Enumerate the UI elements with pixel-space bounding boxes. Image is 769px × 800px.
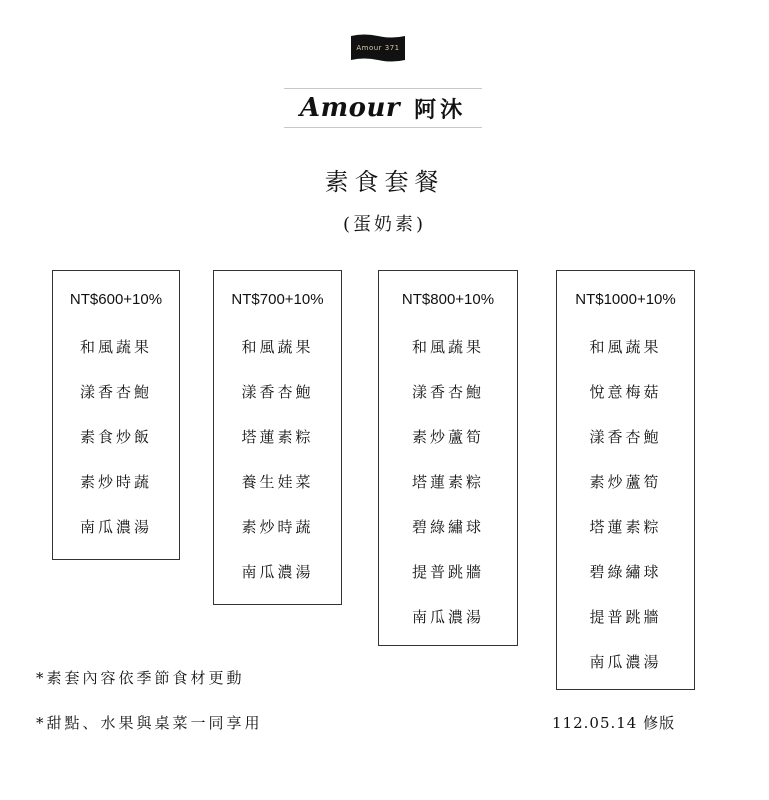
set-menu-1000 — [556, 270, 695, 690]
set-price: NT$600+10% — [69, 291, 163, 308]
brand-logo — [284, 88, 482, 128]
dish-item: 碧綠繡球 — [411, 518, 484, 536]
set-price: NT$1000+10% — [575, 291, 676, 308]
dish-item: 素食炒飯 — [79, 428, 152, 446]
set-menu-700 — [213, 270, 342, 605]
dish-item: 漾香杏鮑 — [79, 383, 152, 401]
logo-flag — [349, 33, 407, 63]
dish-item: 塔蓮素粽 — [411, 473, 484, 491]
dish-item: 南瓜濃湯 — [589, 653, 662, 671]
menu-subtitle: (蛋奶素) — [342, 214, 427, 235]
dish-item: 塔蓮素粽 — [241, 428, 314, 446]
brand-chinese-name: 阿沐 — [414, 96, 467, 123]
dish-item: 提普跳牆 — [589, 608, 662, 626]
dish-item: 漾香杏鮑 — [589, 428, 662, 446]
revision-date: 112.05.14 修版 — [552, 714, 676, 732]
dish-item: 提普跳牆 — [411, 563, 484, 581]
dish-item: 漾香杏鮑 — [241, 383, 314, 401]
note-seasonal: *素套內容依季節食材更動 — [36, 669, 245, 687]
dish-item: 和風蔬果 — [241, 338, 314, 356]
set-menu-800 — [378, 270, 518, 646]
logo-flag-text: Amour 371 — [356, 44, 400, 52]
dish-item: 漾香杏鮑 — [411, 383, 484, 401]
set-menu-600 — [52, 270, 180, 560]
set-price: NT$800+10% — [401, 291, 495, 308]
set-price: NT$700+10% — [231, 291, 324, 308]
dish-item: 素炒蘆筍 — [589, 473, 662, 491]
dish-item: 素炒時蔬 — [79, 473, 152, 491]
dish-item: 南瓜濃湯 — [411, 608, 484, 626]
dish-item: 養生娃菜 — [241, 473, 314, 491]
dish-item: 南瓜濃湯 — [241, 563, 314, 581]
dish-item: 南瓜濃湯 — [79, 518, 152, 536]
dish-item: 和風蔬果 — [589, 338, 662, 356]
dish-item: 塔蓮素粽 — [589, 518, 662, 536]
dish-item: 和風蔬果 — [79, 338, 152, 356]
menu-title: 素食套餐 — [324, 168, 445, 196]
brand-latin-name: Amour — [299, 93, 401, 123]
dish-item: 碧綠繡球 — [589, 563, 662, 581]
note-dessert: *甜點、水果與桌菜一同享用 — [36, 714, 263, 732]
dish-item: 素炒蘆筍 — [411, 428, 484, 446]
dish-item: 悅意梅菇 — [589, 383, 662, 401]
dish-item: 素炒時蔬 — [241, 518, 314, 536]
dish-item: 和風蔬果 — [411, 338, 484, 356]
